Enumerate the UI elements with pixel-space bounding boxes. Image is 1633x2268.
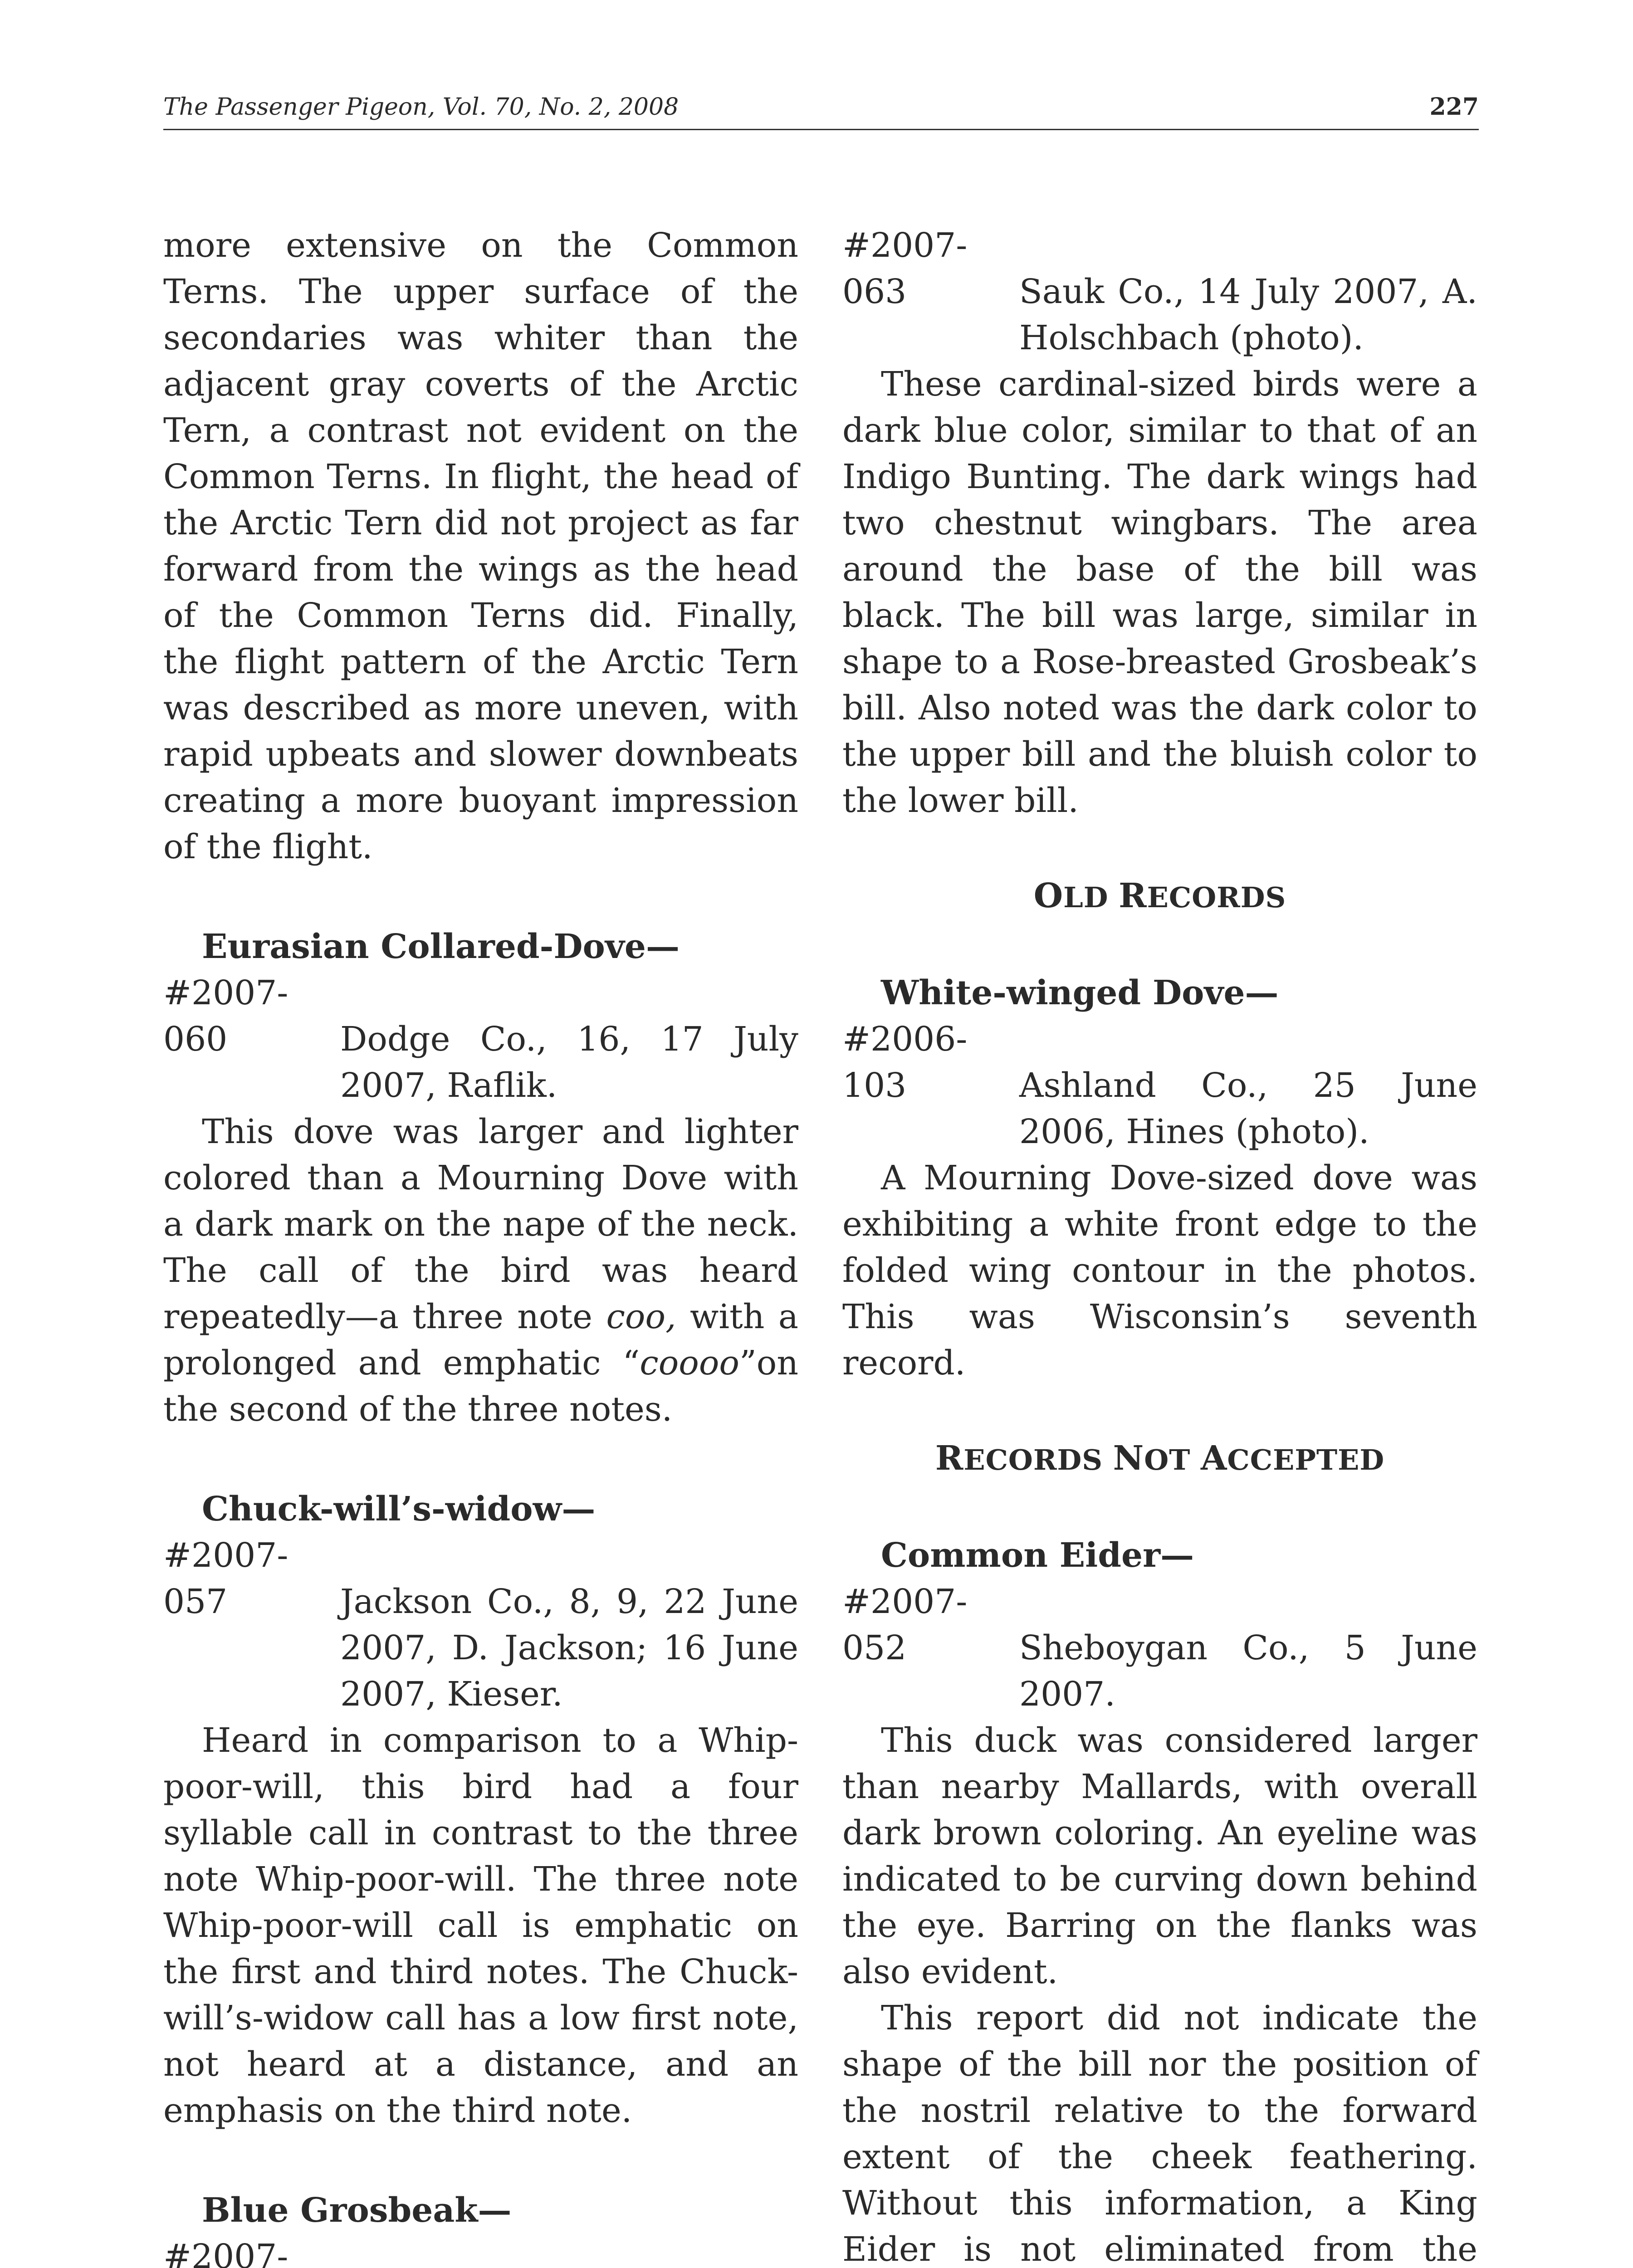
- chuck-wills-widow-description: Heard in comparison to a Whip-poor-will, this bird had a four syllable call in contrast to the three note Whip-poor-will. The three note Whip-poor-will call is emphatic on the first and third notes. The Chuck-will’s-widow call has a low first note, not heard at a distance, and an emphasis on the third note.: [163, 1721, 798, 2130]
- white-winged-dove-description: A Mourning Dove-sized dove was exhibiting a white front edge to the folded wing contour in the photos. This was Wisconsin’s seventh record.: [842, 1158, 1477, 1383]
- record-2007-059: [163, 2234, 798, 2268]
- record-2007-060: [163, 970, 798, 1109]
- record-number: #2006-103: [842, 1020, 968, 1105]
- record-details: Sauk Co., 14 July 2007, A. Holschbach (photo).: [1019, 272, 1477, 357]
- blue-grosbeak-description: These cardinal-sized birds were a dark blue color, similar to that of an Indigo Bunting. The dark wings had two chestnut wingbars. The area around the base of the bill was black. The bill was large, similar in shape to a Rose-breasted Grosbeak’s bill. Also noted was the dark color to the upper bill and the bluish color to the lower bill.: [842, 365, 1477, 820]
- call-word-coo: coo,: [606, 1297, 676, 1336]
- species-title-chuck-wills-widow: Chuck-will’s-widow—: [202, 1490, 596, 1529]
- record-number: #2007-060: [163, 973, 288, 1059]
- section-heading-records-not-accepted: RECORDS NOT ACCEPTED: [935, 1439, 1385, 1478]
- species-title-blue-grosbeak: Blue Grosbeak—: [202, 2191, 512, 2230]
- record-details: Jackson Co., 8, 9, 22 June 2007, D. Jackson; 16 June 2007, Kieser.: [340, 1582, 798, 1714]
- arctic-tern-continuation: more extensive on the Common Terns. The upper surface of the secondaries was whiter than the adjacent gray coverts of the Arctic Tern, a contrast not evident on the Common Terns. In flight, the head of the Arctic Tern did not project as far forward from the wings as the head of the Common Terns did. Finally, the flight pattern of the Arctic Tern was described as more uneven, with rapid upbeats and slower downbeats creating a more buoyant impression of the flight.: [163, 226, 798, 866]
- record-details: Sheboygan Co., 5 June 2007.: [1019, 1628, 1477, 1714]
- section-heading-old-records: OLD RECORDS: [1033, 876, 1286, 915]
- running-header: [163, 87, 1479, 130]
- left-column: [163, 222, 798, 2268]
- record-details: Ashland Co., 25 June 2006, Hines (photo).: [1019, 1066, 1477, 1151]
- record-2007-057: [163, 1532, 798, 1717]
- record-number: #2007-063: [842, 226, 968, 311]
- species-title-white-winged-dove: White-winged Dove—: [881, 973, 1279, 1012]
- record-2006-103: [842, 1016, 1477, 1155]
- record-number: #2007-052: [842, 1582, 968, 1667]
- record-details: Dodge Co., 16, 17 July 2007, Raflik.: [340, 1020, 798, 1105]
- call-word-coooo: coooo: [640, 1344, 739, 1383]
- record-number: #2007-: [163, 2237, 288, 2268]
- common-eider-description: This duck was considered larger than nearby Mallards, with overall dark brown coloring. An eyeline was indicated to be curving down behind the eye. Barring on the flanks was also evident.: [842, 1721, 1477, 1991]
- record-2007-052: [842, 1579, 1477, 1717]
- journal-citation: The Passenger Pigeon, Vol. 70, No. 2, 2008: [163, 93, 679, 121]
- species-title-common-eider: Common Eider—: [881, 1536, 1194, 1575]
- right-column: [842, 222, 1477, 2268]
- common-eider-evaluation: This report did not indicate the shape of the bill nor the position of the nostril relative to the forward extent of the cheek feathering. Without this information, a King Eider is not eliminated from the: [842, 1999, 1477, 2268]
- species-title-collared-dove: Eurasian Collared-Dove—: [202, 927, 680, 966]
- collared-dove-description: This dove was larger and lighter colored than a Mourning Dove with a dark mark on the nape of the neck. The call of the bird was heard repeatedly—a three note coo, with a prolonged and emphatic “coooo”on the second of the three notes.: [163, 1112, 798, 1429]
- record-2007-063: [842, 222, 1477, 361]
- record-number: #2007-057: [163, 1536, 288, 1621]
- page-number: 227: [1429, 93, 1479, 121]
